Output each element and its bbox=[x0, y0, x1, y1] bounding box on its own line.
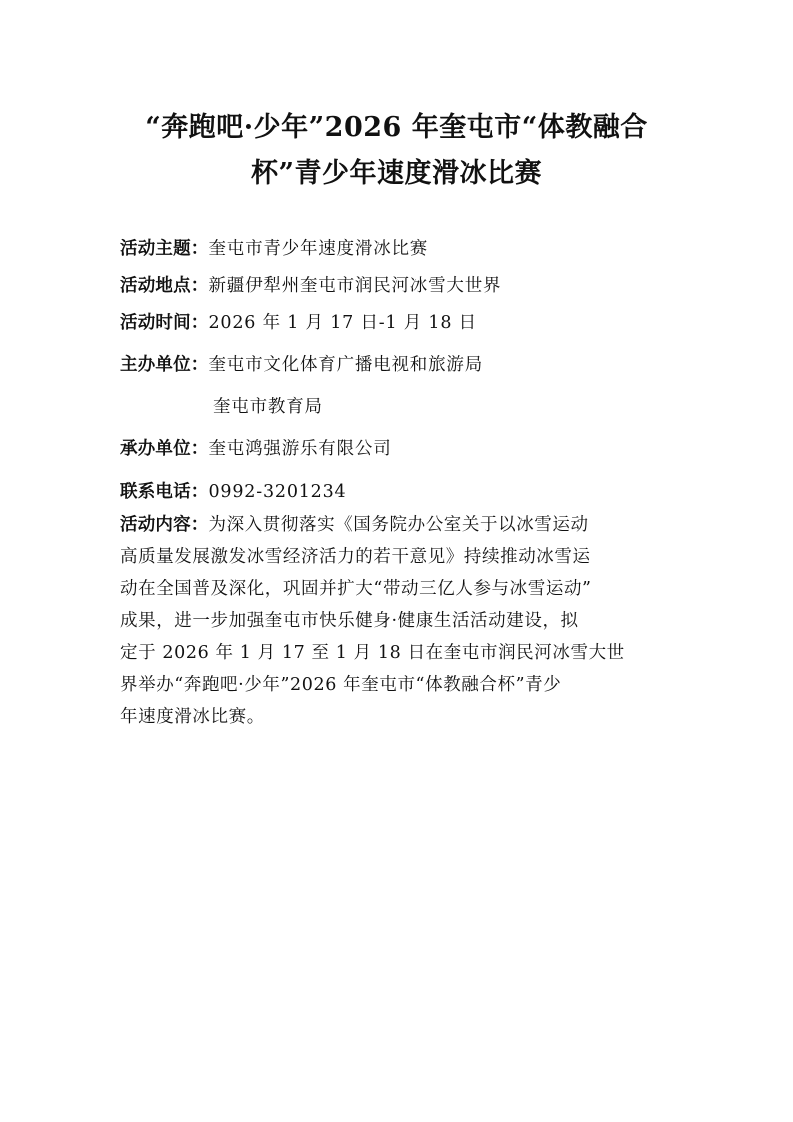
field-value: 奎屯市文化体育广播电视和旅游局 bbox=[208, 355, 483, 375]
paragraph-text: 为深入贯彻落实《国务院办公室关于以冰雪运动 bbox=[208, 515, 589, 535]
field-organizer-secondary: 奎屯市教育局 bbox=[213, 397, 323, 417]
document-title-line-2: 杯”青少年速度滑冰比赛 bbox=[250, 158, 543, 189]
paragraph-line: 高质量发展激发冰雪经济活力的若干意见》持续推动冰雪运 bbox=[120, 547, 591, 567]
paragraph-line: 界举办“奔跑吧·少年”2026 年奎屯市“体教融合杯”青少 bbox=[120, 675, 562, 695]
field-organizer bbox=[120, 350, 680, 379]
field-label: 活动时间： bbox=[120, 313, 209, 333]
paragraph-line: 年速度滑冰比赛。 bbox=[120, 707, 265, 727]
field-value: 奎屯鸿强游乐有限公司 bbox=[208, 439, 392, 459]
paragraph-line: 成果，进一步加强奎屯市快乐健身·健康生活活动建设，拟 bbox=[120, 611, 579, 631]
field-value: 奎屯市青少年速度滑冰比赛 bbox=[208, 239, 429, 259]
document-title-line-1: “奔跑吧·少年”2026 年奎屯市“体教融合 bbox=[145, 112, 648, 143]
field-contact-phone bbox=[120, 477, 680, 506]
field-label: 活动主题： bbox=[120, 239, 209, 259]
field-value: 0992-3201234 bbox=[208, 482, 347, 502]
field-label: 联系电话： bbox=[120, 482, 209, 502]
field-value: 新疆伊犁州奎屯市润民河冰雪大世界 bbox=[208, 276, 502, 296]
field-activity-time bbox=[120, 308, 680, 337]
field-label: 活动地点： bbox=[120, 276, 209, 296]
field-activity-theme bbox=[120, 234, 680, 263]
field-host bbox=[120, 434, 680, 463]
paragraph-line: 定于 2026 年 1 月 17 至 1 月 18 日在奎屯市润民河冰雪大世 bbox=[120, 643, 625, 663]
paragraph-line bbox=[120, 509, 680, 541]
paragraph-line: 动在全国普及深化，巩固并扩大“带动三亿人参与冰雪运动” bbox=[120, 579, 592, 599]
content-label: 活动内容： bbox=[120, 515, 209, 535]
field-activity-location bbox=[120, 271, 680, 300]
field-label: 主办单位： bbox=[120, 355, 209, 375]
field-label: 承办单位： bbox=[120, 439, 209, 459]
field-value: 2026 年 1 月 17 日-1 月 18 日 bbox=[208, 313, 477, 333]
activity-content-paragraph bbox=[120, 509, 680, 733]
